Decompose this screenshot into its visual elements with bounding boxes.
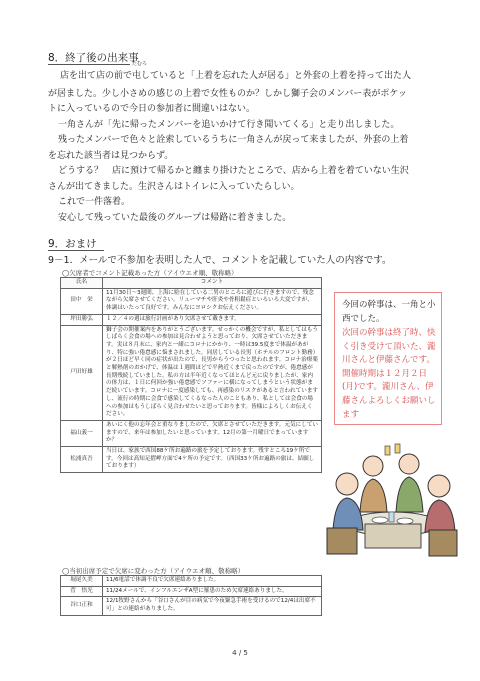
paragraph-line: トに入っているので今日の参加者に間違いはない。 — [48, 104, 256, 114]
table-row — [61, 314, 322, 325]
paragraph-line — [48, 61, 446, 85]
text-run: していると「上着を忘れた人が居る」と外套の上着を持って出た人 — [141, 71, 412, 81]
name-cell: 菅 悟光 — [61, 586, 103, 597]
heading-underline — [48, 250, 104, 251]
notice-current-organizers: 今回の幹事は、一角と小西でした。 — [342, 300, 436, 324]
heading-underline — [48, 64, 130, 65]
section-8-body — [48, 61, 446, 226]
party-illustration — [325, 432, 459, 564]
name-cell: 堀尾久美 — [61, 576, 103, 587]
paragraph-line: 一角さんが「先に帰ったメンバーを追いかけて行き聞いてくる」と走り出しました。 — [58, 119, 400, 130]
table1-caption: ◯欠席者でコメント記載あった方（アイウエオ順、敬称略） — [62, 269, 238, 277]
table-header-row — [61, 278, 322, 289]
comment-cell: 12/1牧野さんから「谷口さんが目の病気で今夜緊急手術を受けるので12/4は出席不可」との連絡がありました。 — [103, 597, 322, 615]
paragraph-line: が居ました。少し小さめの感じの上着で女性ものか？しかし獅子会のメンバー表がポケッ — [48, 88, 407, 99]
page-number: 4 / 5 — [232, 649, 248, 657]
comment-cell: １２／４の週は旅行計画があり欠席させて戴きます。 — [103, 314, 322, 325]
ruby-word — [132, 61, 148, 85]
name-cell: 田中 栄 — [61, 288, 103, 314]
paragraph-line: 残ったメンバーで色々と詮索しているうちに一角さんが戻って来ましたが、外套の上着 — [58, 135, 409, 145]
paragraph-line: どうする？ 店に預けて帰るかと纏まり掛けたところで、店から上着を着ていない生沢 — [58, 166, 409, 176]
comment-cell: 11/6電話で体調不良で欠席連絡ありました。 — [103, 576, 322, 587]
table-row — [61, 576, 322, 587]
notice-next-organizers: 次回の幹事は終了時、快く引き受けて頂いた、瀧川さんと伊藤さんです。開催時期は１２月２日(月)です。瀧川さん、伊藤さんよろしくお願いします — [342, 328, 436, 420]
comment-cell: 獅子会の開催案内をありがとうございます。せっかくの機会ですが、私としてはもうしばらく会食の場への参加は見合わせようと思っており、欠席させていただきます。実は８月末に、家内と一緒にコロナにかかり、一時は39.5度まで体温があがり、特に強い倦怠感に悩まされました。同居している長男（ホテルのフロント勤務）が２日ほど早く同の症状が出たので、長男からうつったと思われます。コロナ治療薬と解熱剤のおかげで、体温は１週間ほどで平熱近くまで戻ったのですが、倦怠感が長期残続していました。私の方は半年近くなってほとんど元に戻りましたが、家内の体力は、１日に何回か強い倦怠感でソファーに横になってしまうという状態がまだ続いています。コロナに一度感染しても、再感染のリスクがあると言われていますし、流行の時期に会食で感染してくるなった人のこともあり、私としては会食の場への参加はもうしばらく見合わせたいと思っております。皆様によろしくお伝えください。 — [103, 325, 322, 420]
name-cell: 谷口正和 — [61, 597, 103, 615]
text-run: 店を出て店の前で — [60, 71, 133, 81]
section-9-1-subheading: 9－1．メールで不参加を表明した人で、コメントを記載していた人の内容です。 — [48, 255, 392, 266]
column-header-name: 氏名 — [61, 278, 103, 289]
table-row — [61, 597, 322, 615]
section-9-heading: 9．おまけ — [48, 238, 97, 250]
table-row — [61, 447, 322, 473]
name-cell: 福山義一 — [61, 420, 103, 446]
name-cell: 松浦真吾 — [61, 447, 103, 473]
comment-cell: あいにく他の忘年会と重なりましたので、欠席とさせていただきます。元気にしていますので、来年は参加したいと思っています。12月の第一月曜日でまっていますか？ — [103, 420, 322, 446]
table-row — [61, 288, 322, 314]
paragraph-line: これで一件落着。 — [58, 197, 131, 207]
name-cell: 戸田好雄 — [61, 325, 103, 420]
table-row — [61, 325, 322, 420]
cancellation-table — [60, 575, 322, 616]
paragraph-line: 安心して残っていた最後のグループは帰路に着きました。 — [58, 212, 292, 223]
name-cell: 坪田勝弘 — [61, 314, 103, 325]
table-row — [61, 420, 322, 446]
ruby-base: 屯 — [132, 71, 142, 81]
ruby-reading: たむろ — [132, 61, 148, 67]
comment-cell: 11月30日～3週間、上海に駐在している二男のところに遊びに行きますので、残念ながら欠席させてください。リューマチや肝炎や骨粗鬆症といろいろ大変ですが、体調はいたって良好です。みんなにヨロシクお伝えください。 — [103, 288, 322, 314]
table2-caption: ◯当初出席予定で欠席に変わった方（アイウエオ順、敬称略） — [62, 567, 245, 575]
paragraph-line: さんが出てきました。生沢さんはトイレに入っていたらしい。 — [48, 181, 300, 192]
absentee-comments-table — [60, 277, 322, 473]
paragraph-line: を忘れた該当者は見つからず。 — [48, 150, 174, 161]
comment-cell: 当日は、家族で西国88ケ所お遍路の旅を予定しております。残すところ19ケ所です。今回は高知足摺岬方面で4ケ所の予定です。（西国33ケ所お遍路の旅は、結願しております） — [103, 447, 322, 473]
organizer-notice-box — [334, 292, 442, 425]
column-header-comment: コメント — [103, 278, 322, 289]
comment-cell: 11/24メールで、インフルエンザA型に罹患のため欠席連絡ありました。 — [103, 586, 322, 597]
table-row — [61, 586, 322, 597]
section-8-heading: 8．終了後の出来事 — [48, 52, 139, 64]
